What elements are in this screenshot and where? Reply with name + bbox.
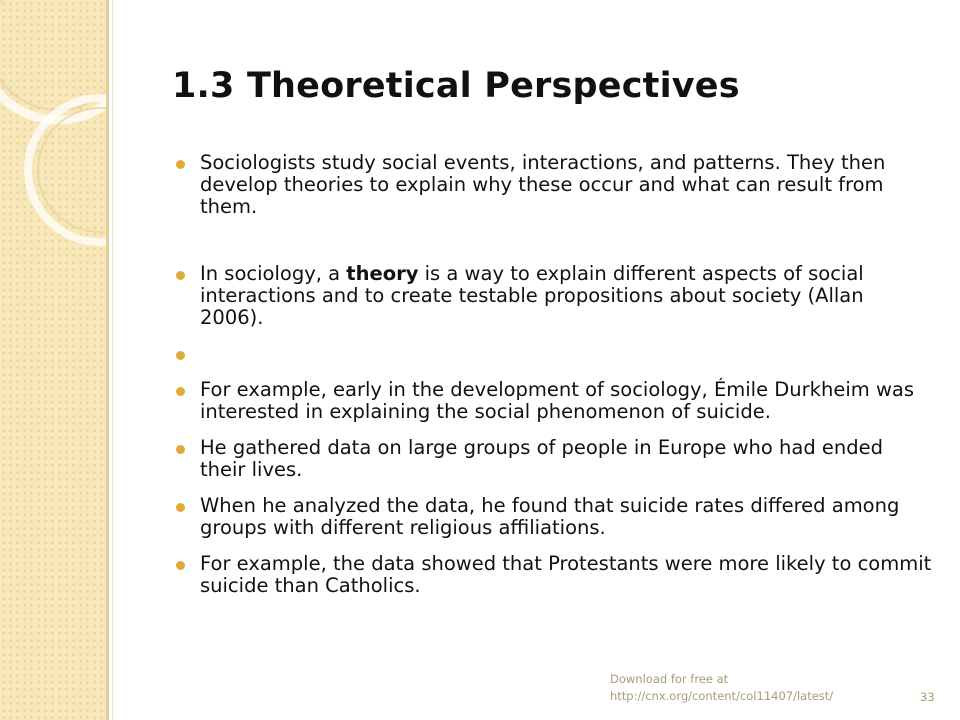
slide-title: 1.3 Theoretical Perspectives: [172, 66, 740, 106]
footer-line-1: Download for free at: [610, 672, 729, 686]
bullet-dot-icon: [176, 351, 185, 360]
bullet-dot-icon: [176, 160, 185, 169]
bullet-item: [172, 437, 932, 481]
bullet-dot-icon: [176, 561, 185, 570]
ring-arcs-decoration-icon: [0, 0, 106, 720]
bullet-item: [172, 379, 932, 423]
bullet-dot-icon: [176, 503, 185, 512]
bullet-item-empty: [172, 343, 932, 365]
bullet-dot-icon: [176, 271, 185, 280]
bullet-dot-icon: [176, 445, 185, 454]
footer-url[interactable]: http://cnx.org/content/col11407/latest/: [610, 689, 834, 703]
decorative-sidebar: [0, 0, 106, 720]
bullet-item: [172, 152, 932, 218]
bullet-dot-icon: [176, 387, 185, 396]
bullet-list: [172, 152, 932, 597]
sidebar-divider-thin: [112, 0, 113, 720]
bullet-text-after: is a way to explain different aspects of social interactions and to create testable propositions about society (Allan 2006).: [200, 262, 864, 329]
bullet-text: For example, the data showed that Protestants were more likely to commit suicide than Catholics.: [200, 552, 932, 597]
bullet-item: [172, 263, 932, 329]
bullet-text: When he analyzed the data, he found that suicide rates differed among groups with different religious affiliations.: [200, 494, 900, 539]
bullet-text: For example, early in the development of sociology, Émile Durkheim was interested in explaining the social phenomenon of suicide.: [200, 378, 914, 423]
footer-source: [610, 671, 833, 705]
bullet-text: He gathered data on large groups of people in Europe who had ended their lives.: [200, 436, 884, 481]
sidebar-divider: [106, 0, 109, 720]
bullet-term-bold: theory: [346, 262, 419, 285]
bullet-item: [172, 553, 932, 597]
bullet-text-before: In sociology, a: [200, 262, 347, 285]
page-number: 33: [920, 690, 935, 704]
bullet-text: Sociologists study social events, interactions, and patterns. They then develop theories to explain why these occur and what can result from them.: [200, 151, 886, 218]
bullet-item: [172, 495, 932, 539]
